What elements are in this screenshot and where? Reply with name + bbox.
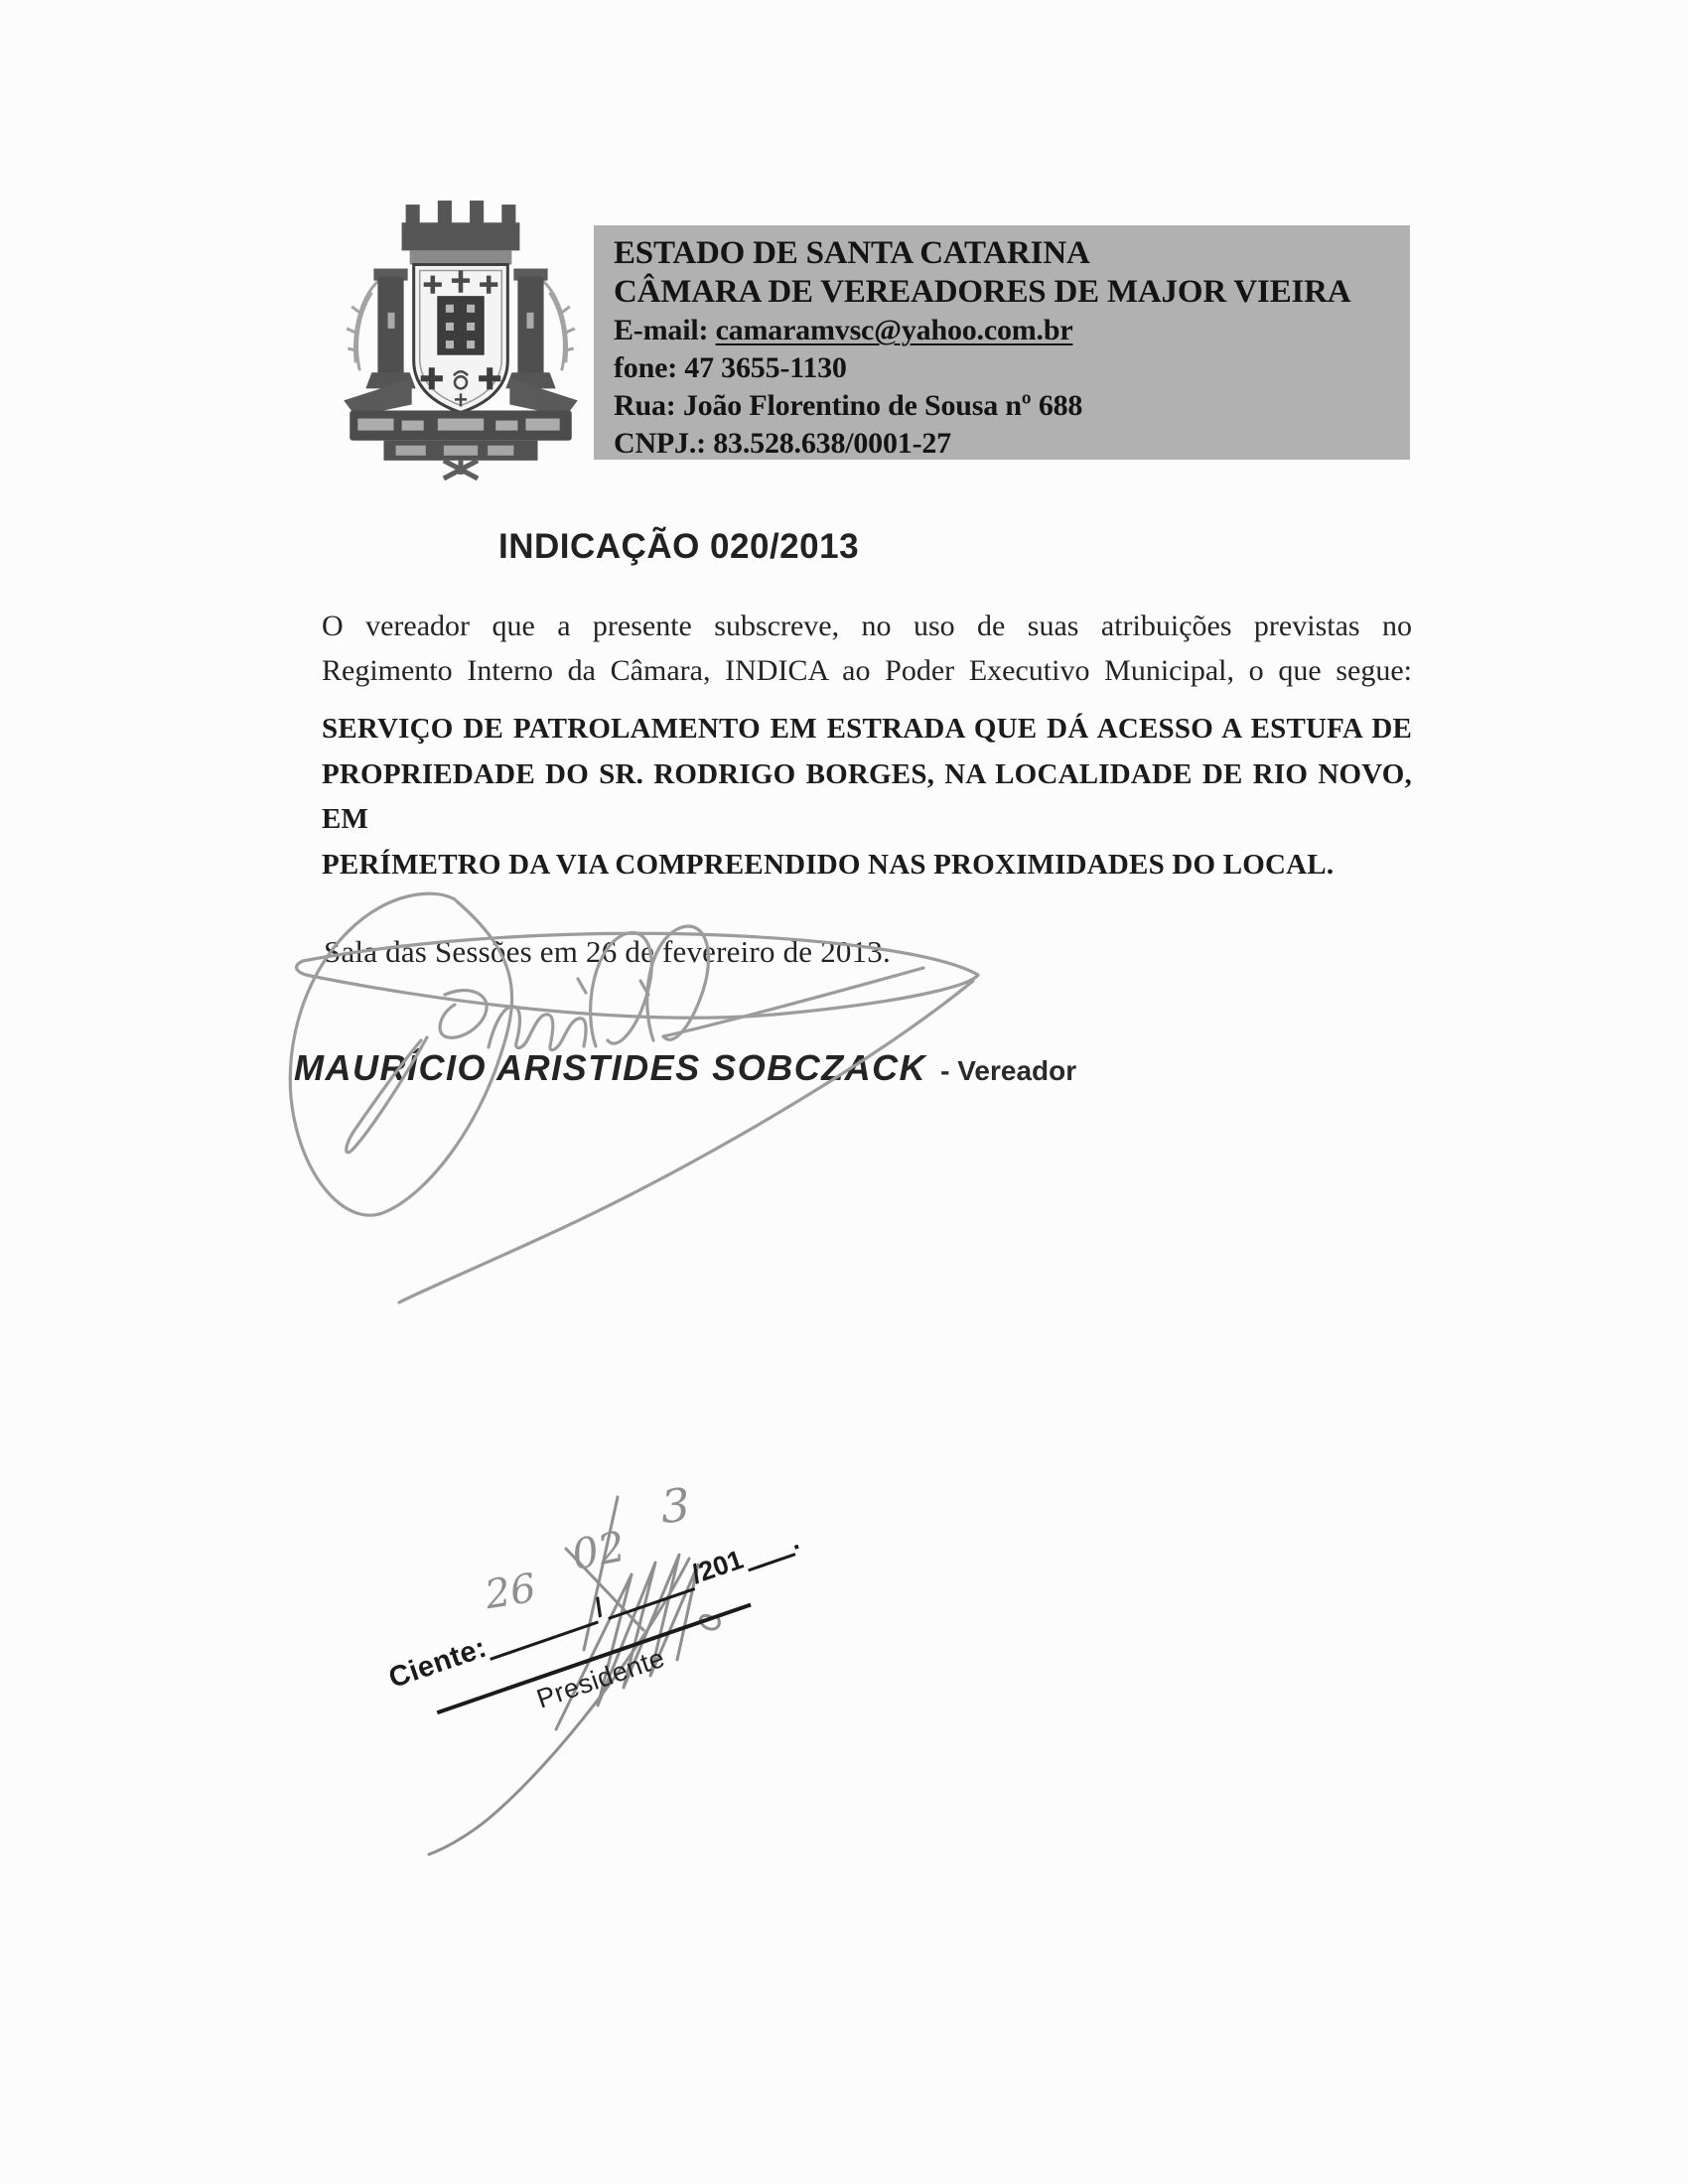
- letterhead-email-line: [614, 312, 1400, 349]
- intro-line-2: Regimento Interno da Câmara, INDICA ao Poder Executivo Municipal, o que segue:: [322, 654, 1412, 687]
- signer-line: [294, 1047, 1076, 1089]
- request-paragraph: [322, 707, 1412, 887]
- ciente-stamp: [383, 1479, 943, 1759]
- president-label: Presidente: [532, 1642, 669, 1714]
- handwritten-day: 26: [482, 1565, 539, 1619]
- letterhead-phone: fone: 47 3655-1130: [614, 351, 847, 384]
- letterhead-chamber: CÂMARA DE VEREADORES DE MAJOR VIEIRA: [614, 274, 1351, 310]
- request-line-2: PROPRIEDADE DO SR. RODRIGO BORGES, NA LOCALIDADE DE RIO NOVO, EM: [322, 757, 1412, 835]
- request-line-1: SERVIÇO DE PATROLAMENTO EM ESTRADA QUE DÁ ACESSO A ESTUFA DE: [322, 713, 1412, 745]
- handwritten-year-digit: 3: [658, 1477, 693, 1534]
- coat-of-arms-logo: [326, 193, 596, 482]
- letterhead-info-box: [594, 225, 1410, 460]
- signer-role: - Vereador: [940, 1055, 1077, 1086]
- document-title: INDICAÇÃO 020/2013: [498, 527, 860, 566]
- stamp-period: .: [785, 1525, 803, 1557]
- ciente-label: Ciente:: [384, 1631, 492, 1695]
- letterhead-address: Rua: João Florentino de Sousa nº 688: [614, 389, 1083, 422]
- letterhead-cnpj: CNPJ.: 83.528.638/0001-27: [614, 427, 951, 460]
- intro-paragraph: [322, 604, 1412, 693]
- email-value: camaramvsc@yahoo.com.br: [715, 314, 1073, 346]
- request-line-3: PERÍMETRO DA VIA COMPREENDIDO NAS PROXIMIDADES DO LOCAL.: [322, 848, 1335, 881]
- handwritten-month: 02: [567, 1521, 630, 1580]
- signer-name: MAURÍCIO ARISTIDES SOBCZACK: [294, 1047, 927, 1088]
- letterhead-state: ESTADO DE SANTA CATARINA: [614, 235, 1090, 271]
- date-separator-2: /201: [687, 1544, 748, 1590]
- email-label: E-mail:: [614, 314, 716, 346]
- date-separator-1: /: [590, 1591, 608, 1623]
- intro-line-1: O vereador que a presente subscreve, no uso de suas atribuições previstas no: [322, 610, 1412, 642]
- session-date-line: Sala das Sessões em 26 de fevereiro de 2013.: [324, 934, 891, 969]
